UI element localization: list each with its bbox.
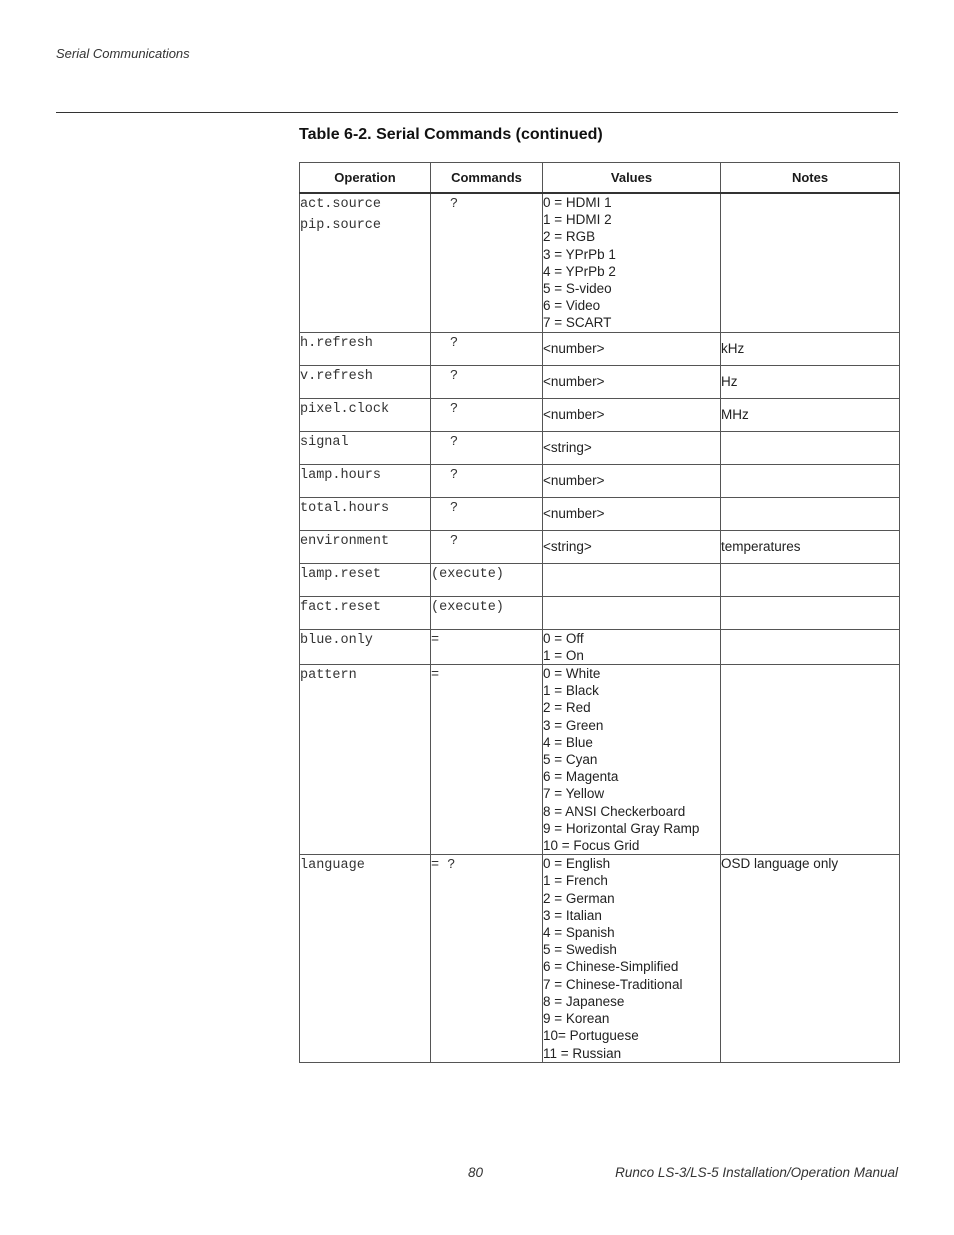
command-text: ? [450, 197, 459, 212]
value-item: <string> [543, 538, 592, 554]
table-row [300, 332, 900, 365]
command-cell [431, 497, 543, 530]
notes-text: MHz [721, 406, 749, 422]
value-item: 1 = On [543, 647, 584, 663]
table-row [300, 497, 900, 530]
command-cell [431, 596, 543, 629]
value-item: 0 = Off [543, 630, 584, 646]
value-item: <number> [543, 406, 605, 422]
value-item: 4 = Spanish [543, 925, 615, 941]
command-cell [431, 398, 543, 431]
operation-cell [300, 332, 431, 365]
values-cell [543, 563, 721, 596]
value-item: <number> [543, 505, 605, 521]
operation-name: lamp.hours [300, 467, 382, 483]
value-item: 1 = HDMI 2 [543, 212, 612, 228]
operation-name: lamp.reset [300, 566, 382, 582]
command-text: ? [450, 533, 459, 549]
operation-name: environment [300, 533, 390, 549]
value-item: 4 = Blue [543, 734, 593, 750]
header-rule [56, 112, 898, 113]
operation-name: fact.reset [300, 599, 382, 615]
notes-text: Hz [721, 373, 738, 389]
value-item: 0 = English [543, 856, 611, 872]
value-item: <number> [543, 373, 605, 389]
command-text: = ? [431, 858, 456, 874]
value-item: 3 = YPrPb 1 [543, 246, 616, 262]
table-row [300, 464, 900, 497]
operation-cell [300, 563, 431, 596]
column-header-commands: Commands [431, 163, 543, 194]
operation-cell [300, 596, 431, 629]
operation-name: language [300, 858, 365, 874]
values-cell [543, 193, 721, 332]
table-row [300, 193, 900, 332]
command-cell [431, 193, 543, 332]
values-cell [543, 629, 721, 664]
value-item: 3 = Italian [543, 907, 602, 923]
command-cell [431, 431, 543, 464]
value-item: 1 = Black [543, 683, 599, 699]
table-row [300, 855, 900, 1062]
values-cell [543, 855, 721, 1062]
notes-cell [721, 596, 900, 629]
operation-name: act.source [300, 197, 382, 212]
notes-cell [721, 665, 900, 855]
value-item: 0 = White [543, 666, 601, 682]
operation-cell [300, 398, 431, 431]
notes-cell [721, 193, 900, 332]
values-cell [543, 365, 721, 398]
notes-cell [721, 563, 900, 596]
value-item: 10= Portuguese [543, 1028, 639, 1044]
notes-cell [721, 629, 900, 664]
table-row [300, 530, 900, 563]
notes-cell [721, 464, 900, 497]
notes-cell [721, 332, 900, 365]
table-row [300, 596, 900, 629]
table-row [300, 665, 900, 855]
values-cell [543, 497, 721, 530]
command-cell [431, 563, 543, 596]
value-item: 6 = Video [543, 298, 601, 314]
manual-title: Runco LS-3/LS-5 Installation/Operation Manual [615, 1165, 898, 1180]
notes-cell [721, 855, 900, 1062]
command-cell [431, 332, 543, 365]
values-cell [543, 398, 721, 431]
column-header-operation: Operation [300, 163, 431, 194]
operation-name: signal [300, 434, 349, 450]
command-text: = [431, 668, 440, 684]
column-header-values: Values [543, 163, 721, 194]
values-cell [543, 596, 721, 629]
value-item: <number> [543, 472, 605, 488]
operation-cell [300, 193, 431, 332]
values-cell [543, 464, 721, 497]
command-cell [431, 464, 543, 497]
notes-text: OSD language only [721, 856, 839, 872]
values-cell [543, 530, 721, 563]
table-row [300, 629, 900, 664]
command-text: ? [450, 335, 459, 351]
notes-cell [721, 497, 900, 530]
notes-text: temperatures [721, 538, 801, 554]
command-text: ? [450, 434, 459, 450]
operation-name: h.refresh [300, 335, 373, 351]
value-item: 9 = Horizontal Gray Ramp [543, 820, 700, 836]
notes-text: kHz [721, 340, 745, 356]
command-text: (execute) [431, 566, 504, 582]
value-item: 5 = Swedish [543, 942, 617, 958]
notes-cell [721, 398, 900, 431]
value-item: 6 = Chinese-Simplified [543, 959, 679, 975]
page-number: 80 [468, 1165, 484, 1180]
command-text: ? [450, 467, 459, 483]
value-item: 9 = Korean [543, 1011, 610, 1027]
operation-name: pip.source [300, 218, 382, 233]
value-item: 10 = Focus Grid [543, 838, 640, 854]
value-item: <string> [543, 439, 592, 455]
notes-cell [721, 431, 900, 464]
notes-cell [721, 365, 900, 398]
command-text: ? [450, 500, 459, 516]
value-item: 3 = Green [543, 717, 604, 733]
table-title: Table 6-2. Serial Commands (continued) [299, 126, 603, 143]
table-row [300, 563, 900, 596]
values-cell [543, 665, 721, 855]
table-header-row [300, 163, 900, 194]
command-text: ? [450, 368, 459, 384]
command-cell [431, 365, 543, 398]
operation-cell [300, 464, 431, 497]
value-item: 7 = Chinese-Traditional [543, 976, 683, 992]
value-item: 8 = ANSI Checkerboard [543, 803, 686, 819]
running-header: Serial Communications [56, 46, 190, 61]
command-cell [431, 665, 543, 855]
value-item: 5 = Cyan [543, 752, 598, 768]
value-item: 5 = S-video [543, 281, 612, 297]
value-item: 2 = German [543, 890, 615, 906]
value-item: 1 = French [543, 873, 608, 889]
table-row [300, 431, 900, 464]
value-item: 11 = Russian [543, 1045, 622, 1061]
serial-commands-table [299, 162, 900, 1063]
notes-cell [721, 530, 900, 563]
operation-cell [300, 365, 431, 398]
values-cell [543, 332, 721, 365]
operation-cell [300, 497, 431, 530]
command-text: = [431, 632, 440, 648]
value-item: <number> [543, 340, 605, 356]
value-item: 2 = RGB [543, 229, 596, 245]
operation-cell [300, 665, 431, 855]
command-cell [431, 855, 543, 1062]
operation-cell [300, 431, 431, 464]
operation-name: pixel.clock [300, 401, 390, 417]
operation-cell [300, 855, 431, 1062]
value-item: 7 = SCART [543, 315, 612, 331]
value-item: 6 = Magenta [543, 769, 619, 785]
values-cell [543, 431, 721, 464]
operation-name: v.refresh [300, 368, 373, 384]
command-text: ? [450, 401, 459, 417]
value-item: 7 = Yellow [543, 786, 605, 802]
operation-name: total.hours [300, 500, 390, 516]
value-item: 0 = HDMI 1 [543, 195, 612, 210]
value-item: 8 = Japanese [543, 993, 625, 1009]
value-item: 2 = Red [543, 700, 591, 716]
table-row [300, 398, 900, 431]
operation-name: pattern [300, 668, 357, 684]
operation-name: blue.only [300, 632, 373, 648]
table-row [300, 365, 900, 398]
command-text: (execute) [431, 599, 504, 615]
operation-cell [300, 629, 431, 664]
command-cell [431, 530, 543, 563]
command-cell [431, 629, 543, 664]
operation-cell [300, 530, 431, 563]
column-header-notes: Notes [721, 163, 900, 194]
value-item: 4 = YPrPb 2 [543, 263, 616, 279]
